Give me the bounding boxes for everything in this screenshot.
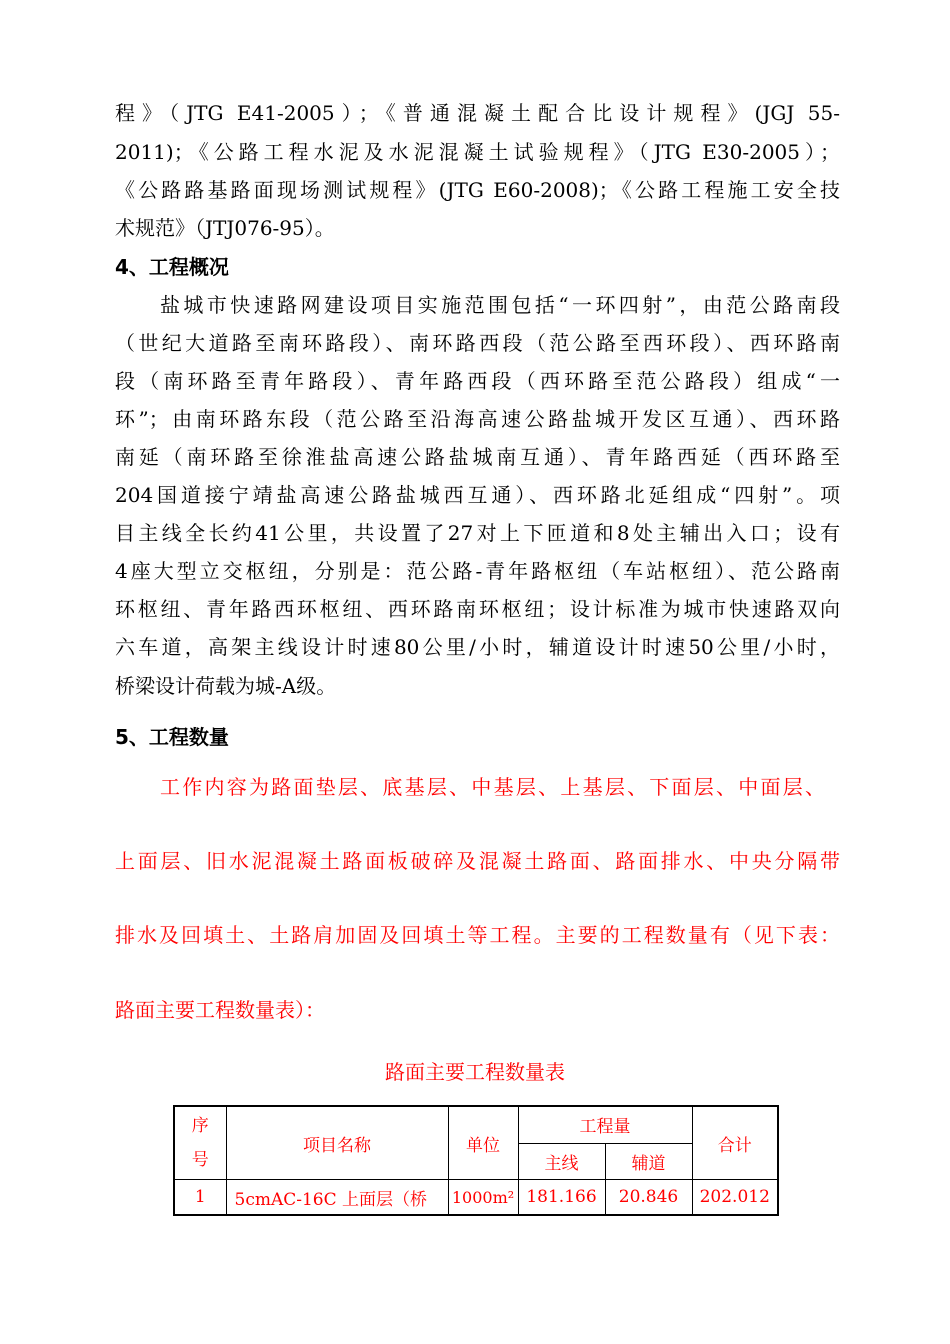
header-seq-bottom: 号 xyxy=(191,1150,209,1170)
header-aux: 辅道 xyxy=(605,1143,692,1180)
header-total: 合计 xyxy=(692,1106,778,1180)
text-line: 南延（南环路至徐淮盐高速公路盐城南互通）、青年路西延（西环路至 xyxy=(115,445,840,469)
text-line: 上面层、旧水泥混凝土路面板破碎及混凝土路面、路面排水、中央分隔带 xyxy=(115,849,840,873)
table-row xyxy=(174,1180,778,1216)
text-line: （世纪大道路至南环路段）、南环路西段（范公路至西环段）、西环路南 xyxy=(115,331,840,355)
cell-aux: 20.846 xyxy=(605,1180,692,1216)
header-main: 主线 xyxy=(518,1143,605,1180)
header-seq-top: 序 xyxy=(191,1116,209,1136)
header-seq xyxy=(174,1106,226,1180)
text-line: 环”；由南环路东段（范公路至沿海高速公路盐城开发区互通）、西环路 xyxy=(115,407,840,431)
cell-main: 181.166 xyxy=(518,1180,605,1216)
cell-total: 202.012 xyxy=(692,1180,778,1216)
header-unit: 单位 xyxy=(448,1106,518,1180)
text-line: 盐城市快速路网建设项目实施范围包括“一环四射”，由范公路南段 xyxy=(160,293,840,317)
text-line: 六车道，高架主线设计时速80公里/小时，辅道设计时速50公里/小时， xyxy=(115,635,840,659)
text-line: 2011)；《公路工程水泥及水泥混凝土试验规程》（JTG E30-2005）； xyxy=(115,140,840,164)
table-title: 路面主要工程数量表 xyxy=(385,1060,565,1084)
text-line: 程》（JTG E41-2005）；《普通混凝土配合比设计规程》(JGJ 55- xyxy=(115,101,840,125)
text-line: 204国道接宁靖盐高速公路盐城西互通）、西环路北延组成“四射”。项 xyxy=(115,483,840,507)
section-heading: 5、工程数量 xyxy=(115,725,229,749)
section-heading: 4、工程概况 xyxy=(115,255,229,279)
text-line: 工作内容为路面垫层、底基层、中基层、上基层、下面层、中面层、 xyxy=(160,775,825,799)
text-line: 路面主要工程数量表）： xyxy=(115,998,325,1022)
quantity-table xyxy=(173,1105,779,1216)
text-line: 排水及回填土、土路肩加固及回填土等工程。主要的工程数量有（见下表： xyxy=(115,923,840,947)
text-line: 桥梁设计荷载为城-A级。 xyxy=(115,674,337,698)
cell-seq: 1 xyxy=(174,1180,226,1216)
cell-unit: 1000m² xyxy=(448,1180,518,1216)
text-line: 环枢纽、青年路西环枢纽、西环路南环枢纽；设计标准为城市快速路双向 xyxy=(115,597,840,621)
header-quantity: 工程量 xyxy=(518,1106,692,1143)
text-line: 段（南环路至青年路段）、青年路西段（西环路至范公路段）组成“一 xyxy=(115,369,840,393)
text-line: 目主线全长约41公里，共设置了27对上下匝道和8处主辅出入口；设有 xyxy=(115,521,840,545)
text-line: 《公路路基路面现场测试规程》(JTG E60-2008)；《公路工程施工安全技 xyxy=(115,178,840,202)
text-line: 术规范》（JTJ076-95）。 xyxy=(115,216,335,240)
cell-name: 5cmAC-16C 上面层（桥 xyxy=(226,1180,448,1216)
table-header-row xyxy=(174,1106,778,1143)
header-name: 项目名称 xyxy=(226,1106,448,1180)
text-line: 4座大型立交枢纽，分别是：范公路-青年路枢纽（车站枢纽）、范公路南 xyxy=(115,559,840,583)
